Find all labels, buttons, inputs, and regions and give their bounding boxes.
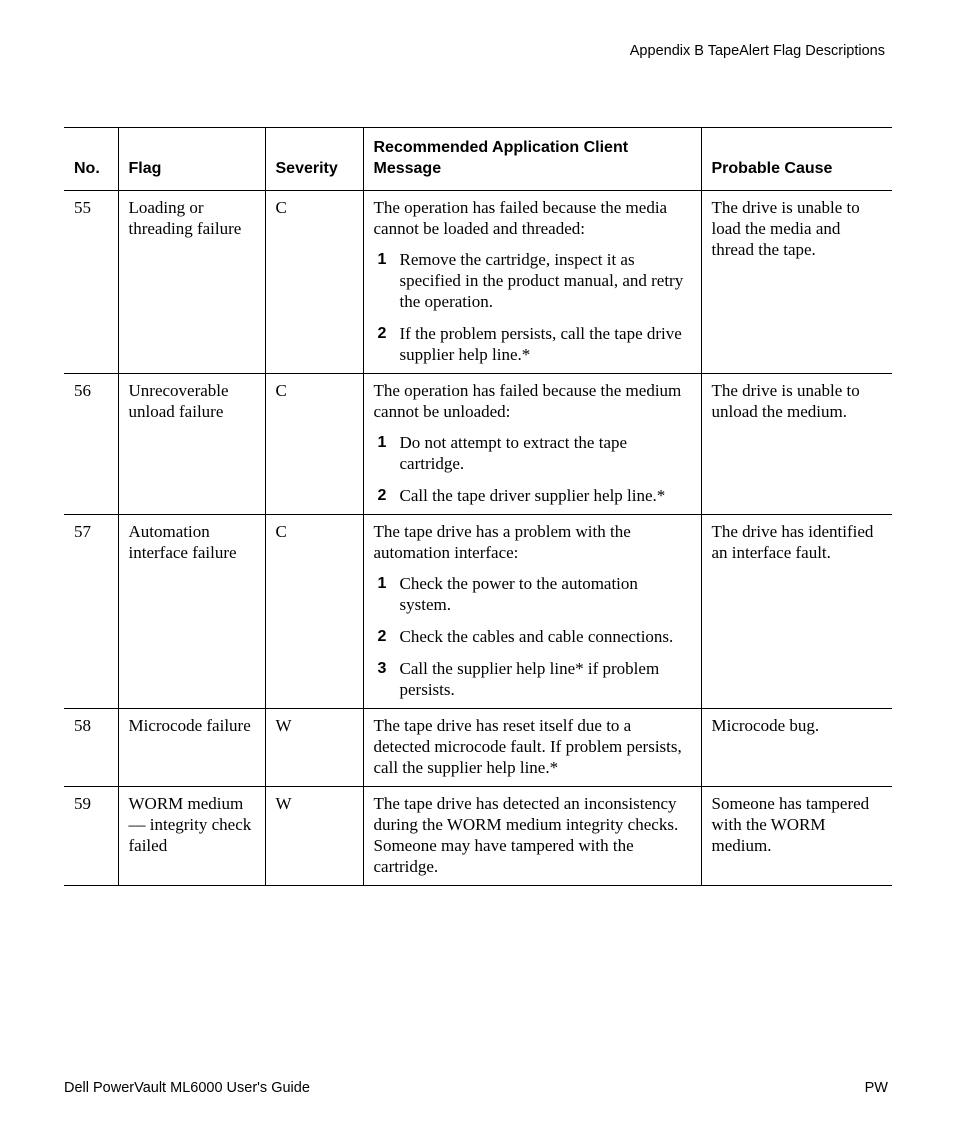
step-text: Do not attempt to extract the tape cartridge.: [399, 433, 628, 473]
column-header-flag: Flag: [118, 128, 265, 191]
table-row: [64, 374, 892, 515]
message-steps-list: [374, 573, 691, 700]
step-text: Check the power to the automation system.: [399, 574, 638, 614]
message-step: [374, 249, 691, 312]
client-message-cell: [363, 191, 701, 374]
step-number: 2: [377, 325, 387, 342]
flag-name: Loading or threading failure: [118, 191, 265, 374]
step-number: 1: [377, 575, 387, 592]
step-number: 1: [377, 434, 387, 451]
flag-number: 56: [64, 374, 118, 515]
flag-number: 57: [64, 515, 118, 709]
client-message-cell: [363, 374, 701, 515]
client-message: The operation has failed because the medium cannot be unloaded:: [373, 381, 682, 421]
tapealert-flags-table: [64, 127, 892, 886]
flag-severity: W: [265, 709, 363, 787]
table-row: [64, 787, 892, 886]
step-text: Call the supplier help line* if problem persists.: [399, 659, 660, 699]
footer-page-label: PW: [864, 1080, 888, 1096]
flag-name: Unrecoverable unload failure: [118, 374, 265, 515]
step-text: If the problem persists, call the tape drive supplier help line.*: [399, 324, 682, 364]
client-message: The operation has failed because the media cannot be loaded and threaded:: [373, 198, 668, 238]
client-message-cell: [363, 709, 701, 787]
table-row: [64, 191, 892, 374]
probable-cause: The drive is unable to load the media and thread the tape.: [701, 191, 892, 374]
client-message: The tape drive has detected an inconsistency during the WORM medium integrity checks. Someone may have tampered with the cartridge.: [373, 794, 679, 876]
column-header-message: Recommended Application Client Message: [363, 128, 701, 191]
running-head: Appendix B TapeAlert Flag Descriptions: [629, 43, 885, 59]
client-message: The tape drive has a problem with the automation interface:: [373, 522, 631, 562]
message-steps-list: [374, 249, 691, 365]
column-header-severity: Severity: [265, 128, 363, 191]
message-step: [374, 626, 691, 647]
message-step: [374, 658, 691, 700]
flag-severity: C: [265, 515, 363, 709]
step-text: Call the tape driver supplier help line.*: [399, 486, 666, 505]
flag-number: 58: [64, 709, 118, 787]
message-step: [374, 485, 691, 506]
flag-severity: C: [265, 374, 363, 515]
step-text: Check the cables and cable connections.: [399, 627, 674, 646]
column-header-cause: Probable Cause: [701, 128, 892, 191]
client-message-cell: [363, 787, 701, 886]
message-step: [374, 432, 691, 474]
probable-cause: Microcode bug.: [701, 709, 892, 787]
flag-name: Automation interface failure: [118, 515, 265, 709]
step-number: 1: [377, 251, 387, 268]
table-row: [64, 709, 892, 787]
client-message: The tape drive has reset itself due to a detected microcode fault. If problem persists, call the supplier help line.*: [373, 716, 682, 777]
probable-cause: The drive is unable to unload the medium.: [701, 374, 892, 515]
flag-name: Microcode failure: [118, 709, 265, 787]
step-number: 2: [377, 487, 387, 504]
message-steps-list: [374, 432, 691, 506]
flag-severity: C: [265, 191, 363, 374]
flag-name: WORM medium — integrity check failed: [118, 787, 265, 886]
step-number: 2: [377, 628, 387, 645]
flag-number: 59: [64, 787, 118, 886]
table-row: [64, 515, 892, 709]
message-step: [374, 573, 691, 615]
table-header-row: [64, 128, 892, 191]
probable-cause: The drive has identified an interface fault.: [701, 515, 892, 709]
probable-cause: Someone has tampered with the WORM medium.: [701, 787, 892, 886]
step-number: 3: [377, 660, 387, 677]
step-text: Remove the cartridge, inspect it as specified in the product manual, and retry the operation.: [399, 250, 684, 311]
flag-number: 55: [64, 191, 118, 374]
footer-title: Dell PowerVault ML6000 User's Guide: [64, 1080, 310, 1096]
client-message-cell: [363, 515, 701, 709]
column-header-no: No.: [64, 128, 118, 191]
flag-severity: W: [265, 787, 363, 886]
message-step: [374, 323, 691, 365]
